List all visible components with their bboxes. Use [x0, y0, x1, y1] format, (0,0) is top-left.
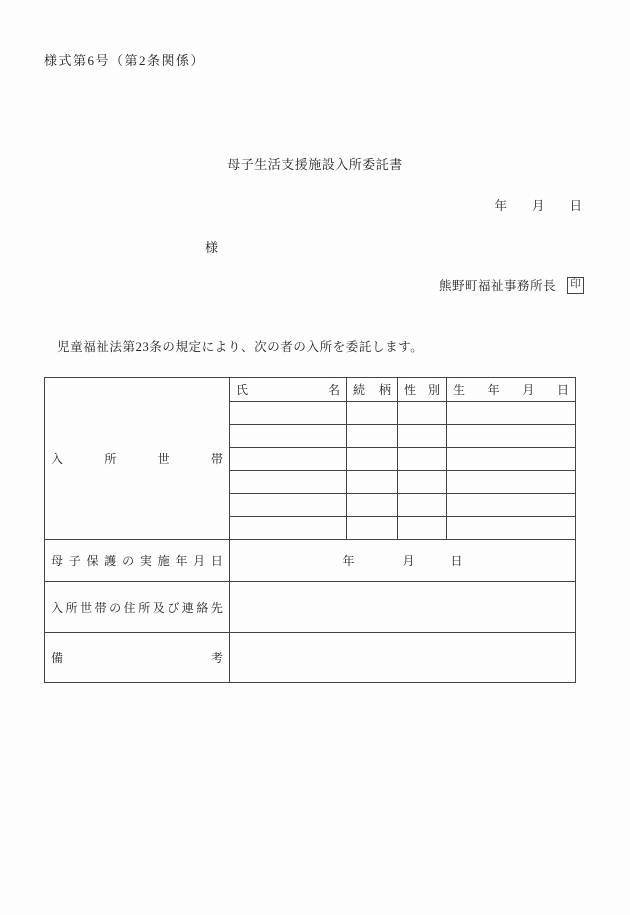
- household-member-cell: [347, 494, 398, 517]
- remarks-label-cell: [45, 633, 230, 683]
- column-header-birthdate-label: 生 年 月 日: [453, 383, 569, 397]
- household-member-cell: [230, 517, 347, 540]
- household-member-cell: [230, 494, 347, 517]
- address-contact-value: [230, 582, 576, 633]
- household-member-cell: [347, 425, 398, 448]
- household-member-cell: [398, 517, 447, 540]
- column-header-relation: [347, 378, 398, 402]
- column-header-name: [230, 378, 347, 402]
- address-contact-row: [45, 582, 576, 633]
- protection-date-label: 母 子 保 護 の 実 施 年 月 日: [51, 554, 223, 568]
- household-member-cell: [230, 402, 347, 425]
- sender-line: [439, 276, 584, 294]
- sender-title: 熊野町福祉事務所長: [438, 279, 556, 293]
- form-number: 様式第6号（第2条関係）: [44, 53, 206, 68]
- household-member-cell: [230, 471, 347, 494]
- household-member-cell: [398, 494, 447, 517]
- household-member-cell: [230, 448, 347, 471]
- household-member-cell: [347, 402, 398, 425]
- household-member-cell: [347, 448, 398, 471]
- column-header-sex: [398, 378, 447, 402]
- remarks-value: [230, 633, 576, 683]
- household-label: 入 所 世 帯: [51, 452, 223, 466]
- remarks-label: 備 考: [51, 651, 223, 665]
- household-member-cell: [398, 402, 447, 425]
- remarks-row: [45, 633, 576, 683]
- household-member-cell: [447, 425, 576, 448]
- household-member-cell: [398, 425, 447, 448]
- household-label-cell: [45, 378, 230, 540]
- household-member-cell: [347, 471, 398, 494]
- address-contact-label: 入 所 世 帯 の 住 所 及 び 連 絡 先: [51, 600, 223, 615]
- household-member-cell: [398, 448, 447, 471]
- date-line: 年 月 日: [494, 199, 582, 213]
- admission-table: [44, 377, 576, 683]
- body-text: 児童福祉法第23条の規定により、次の者の入所を委託します。: [57, 340, 424, 354]
- household-member-cell: [447, 402, 576, 425]
- column-header-relation-label: 続 柄: [353, 383, 391, 397]
- household-member-cell: [347, 517, 398, 540]
- seal-box: 印: [567, 277, 584, 294]
- column-header-sex-label: 性 別: [404, 383, 440, 397]
- household-member-cell: [447, 494, 576, 517]
- address-contact-label-cell: [45, 582, 230, 633]
- table-header-row: [45, 378, 576, 402]
- admission-table-body: [45, 378, 576, 683]
- addressee-suffix: 様: [205, 240, 219, 255]
- page-title: 母子生活支援施設入所委託書: [227, 157, 403, 172]
- protection-date-label-cell: [45, 540, 230, 582]
- household-member-cell: [447, 517, 576, 540]
- household-member-cell: [447, 448, 576, 471]
- protection-date-value: 年 月 日: [230, 540, 576, 582]
- household-member-cell: [230, 425, 347, 448]
- column-header-name-label: 氏 名: [236, 383, 340, 397]
- household-member-cell: [398, 471, 447, 494]
- column-header-birthdate: [447, 378, 576, 402]
- household-member-cell: [447, 471, 576, 494]
- protection-date-row: [45, 540, 576, 582]
